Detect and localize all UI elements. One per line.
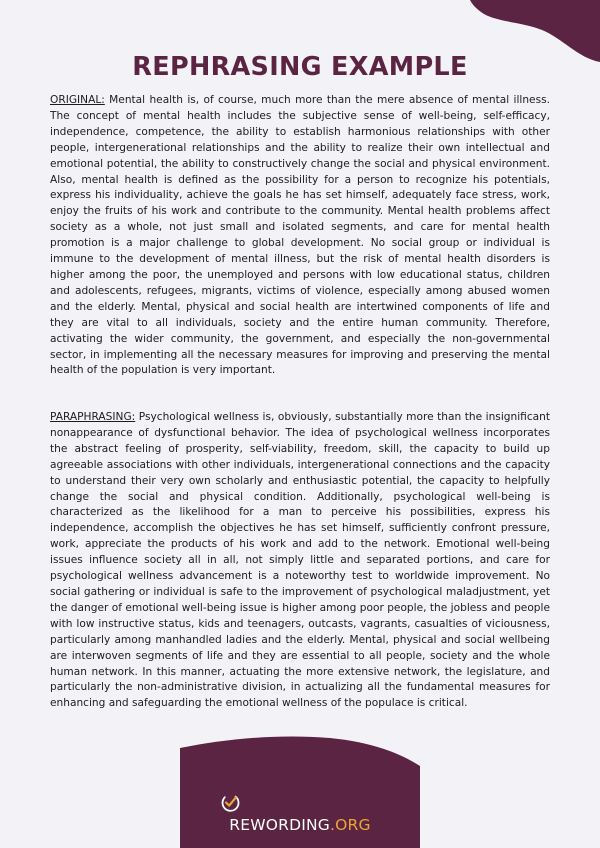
logo-domain-text: .ORG (330, 816, 371, 834)
original-paragraph (50, 93, 550, 379)
paraphrasing-label: PARAPHRASING: (50, 411, 136, 423)
logo-main-text: REWORDING (229, 816, 331, 834)
page-title: REPHRASING EXAMPLE (132, 52, 468, 82)
original-label: ORIGINAL: (50, 94, 105, 106)
paraphrasing-text: Psychological wellness is, obviously, substantially more than the insignificant nonappearance of dysfunctional behavior. The idea of psychological wellness incorporates the abstract feeling of prosperity, self-viability, freedom, skill, the capacity to build up agreeable associations with other individuals, intergenerational connections and the capacity to understand their very own scholarly and enthusiastic potential, the capacity to helpfully change the social and physical condition. Additionally, psychological well-being is characterized as the likelihood for a man to perceive his possibilities, express his independence, accomplish the objectives he has set himself, sufficiently confront pressure, work, appreciate the products of his work and add to the network. Emotional well-being issues influence society all in all, not simply little and separated portions, and care for psychological wellness advancement is a noteworthy test to worldwide improvement. No social gathering or individual is safe to the improvement of psychological maladjustment, yet the danger of emotional well-being issue is higher among poor people, the jobless and people with low instructive status, kids and teenagers, outcasts, vagrants, casualties of viciousness, particularly among manhandled ladies and the elderly. Mental, physical and social wellbeing are interwoven segments of life and they are essential to all people, society and the whole human network. In this manner, actuating the more extensive network, the legislature, and particularly the non-administrative division, in actualizing all the fundamental measures for enhancing and safeguarding the emotional wellness of the populace is critical. (50, 411, 551, 710)
paraphrasing-paragraph (50, 410, 550, 712)
rewording-logo[interactable] (0, 816, 600, 834)
original-text: Mental health is, of course, much more than the mere absence of mental illness. The concept of mental health includes the subjective sense of well-being, self-efficacy, independence, competence, the ability to establish harmonious relationships with other people, intergenerational relationships and the ability to realize their own intellectual and emotional potential, the ability to constructively change the social and physical environment. Also, mental health is defined as the possibility for a person to recognize his potentials, express his individuality, achieve the goals he has set himself, adequately face stress, work, enjoy the fruits of his work and contribute to the community. Mental health problems affect society as a whole, not just small and isolated segments, and care for mental health promotion is a major challenge to global development. No social group or individual is immune to the development of mental illness, but the risk of mental health disorders is higher among the poor, the unemployed and persons with low educational status, children and adolescents, refugees, migrants, victims of violence, especially among abused women and the elderly. Mental, physical and social health are intertwined components of life and they are vital to all individuals, society and the entire human community. Therefore, activating the wider community, the government, and especially the non-governmental sector, in implementing all the necessary measures for improving and preserving the mental health of the population is very important. (50, 94, 550, 377)
checkmark-circle-icon (219, 791, 241, 813)
